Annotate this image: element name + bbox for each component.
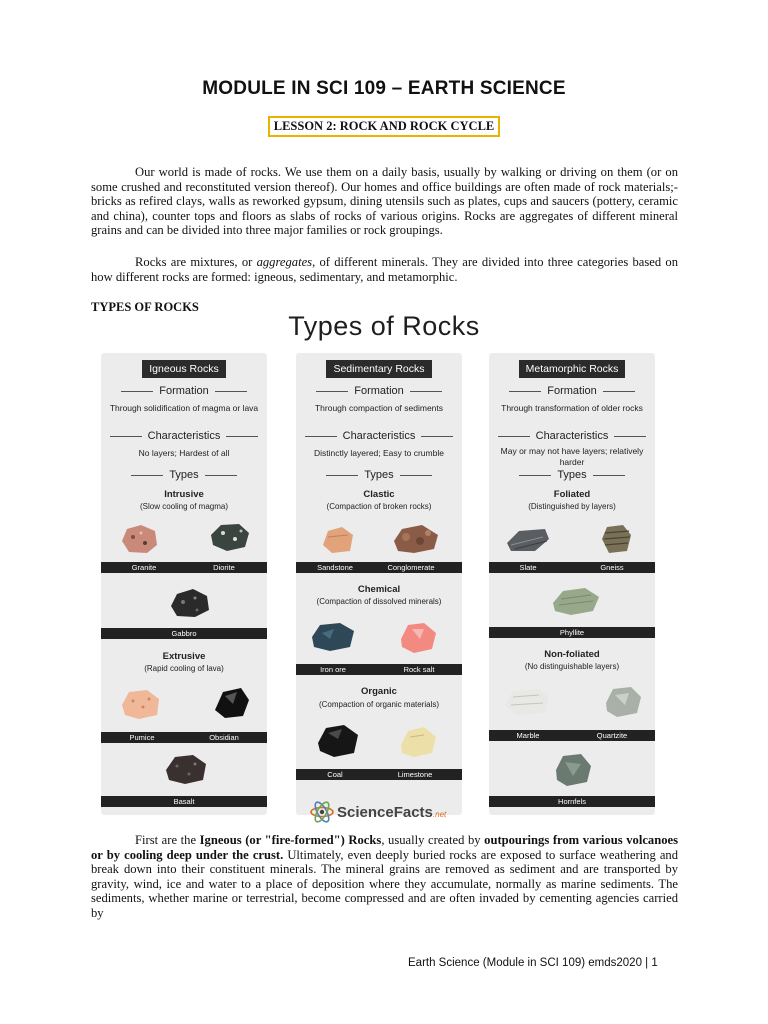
pumice-image — [119, 687, 161, 721]
iron-ore-image — [310, 621, 356, 653]
metamorphic-column — [489, 353, 655, 815]
basalt-image — [163, 752, 209, 786]
group-extrusive-desc: (Rapid cooling of lava) — [144, 664, 224, 673]
sciencefacts-logo — [307, 798, 467, 826]
atom-icon — [309, 799, 335, 825]
metamorphic-label-bar-2: Marble Quartzite — [489, 730, 655, 741]
hornfels-image — [553, 752, 593, 788]
metamorphic-header: Metamorphic Rocks — [519, 360, 626, 378]
sandstone-image — [320, 525, 356, 555]
group-clastic-desc: (Compaction of broken rocks) — [326, 502, 432, 511]
granite-image — [119, 523, 159, 555]
igneous-characteristics: No layers; Hardest of all — [138, 448, 230, 458]
hornfels-label: Hornfels — [489, 796, 655, 807]
conglomerate-image — [392, 523, 440, 555]
characteristics-heading: Characteristics — [101, 430, 267, 442]
gneiss-image — [599, 523, 633, 555]
phyllite-image — [551, 585, 601, 617]
group-organic-desc: (Compaction of organic materials) — [318, 700, 440, 709]
characteristics-heading: Characteristics — [489, 430, 655, 442]
basalt-label: Basalt — [101, 796, 267, 807]
group-foliated-desc: (Distinguished by layers) — [528, 502, 616, 511]
sedimentary-column — [296, 353, 462, 815]
diorite-image — [209, 521, 251, 553]
obsidian-image — [211, 686, 251, 720]
characteristics-heading: Characteristics — [296, 430, 462, 442]
marble-image — [503, 687, 551, 717]
group-foliated: Foliated — [553, 489, 591, 500]
igneous-label-bar-1: Granite Diorite — [101, 562, 267, 573]
gabbro-image — [167, 586, 211, 620]
quartzite-image — [603, 685, 643, 719]
group-non-foliated: Non-foliated — [544, 649, 600, 660]
formation-heading: Formation — [101, 385, 267, 397]
rock-salt-image — [398, 621, 438, 655]
igneous-column — [101, 353, 267, 815]
group-chemical-desc: (Compaction of dissolved minerals) — [316, 597, 442, 606]
sedimentary-characteristics: Distinctly layered; Easy to crumble — [314, 448, 444, 458]
types-heading: Types — [101, 469, 267, 481]
igneous-label-bar-2: Pumice Obsidian — [101, 732, 267, 743]
types-heading: Types — [296, 469, 462, 481]
metamorphic-characteristics: May or may not have layers; relatively harder — [500, 446, 644, 467]
page-footer: Earth Science (Module in SCI 109) emds2020 | 1 — [408, 957, 658, 969]
metamorphic-formation: Through transformation of older rocks — [501, 403, 643, 413]
limestone-image — [398, 725, 438, 759]
group-non-foliated-desc: (No distinguishable layers) — [524, 662, 620, 671]
infographic-title: Types of Rocks — [288, 311, 480, 341]
intro-paragraph-1: Our world is made of rocks. We use them on a daily basis, usually by walking or driving on them (or on some crushed and reconstituted version thereof). Our homes and office buildings are often made of rock materials;- bricks as refired clays, walls as reworked gypsum, dining utensils such as plates, cups and saucers (pottery, ceramic and china), counter tops and floors as slabs of rocks of various origins. Rocks are aggregates of different mineral grains and can be divided into three major families or rock groupings. — [91, 165, 678, 238]
igneous-formation: Through solidification of magma or lava — [109, 403, 259, 413]
sedimentary-label-bar-2: Iron ore Rock salt — [296, 664, 462, 675]
metamorphic-label-bar-1: Slate Gneiss — [489, 562, 655, 573]
phyllite-label: Phyllite — [489, 627, 655, 638]
lesson-title: LESSON 2: ROCK AND ROCK CYCLE — [268, 116, 501, 137]
module-title: MODULE IN SCI 109 – EARTH SCIENCE — [202, 78, 566, 99]
gabbro-label: Gabbro — [101, 628, 267, 639]
group-extrusive: Extrusive — [162, 651, 206, 662]
sedimentary-header: Sedimentary Rocks — [326, 360, 431, 378]
group-organic: Organic — [361, 686, 397, 697]
section-heading: TYPES OF ROCKS — [91, 300, 199, 314]
sedimentary-label-bar-3: Coal Limestone — [296, 769, 462, 780]
group-chemical: Chemical — [357, 584, 401, 595]
formation-heading: Formation — [489, 385, 655, 397]
group-clastic: Clastic — [363, 489, 395, 500]
igneous-header: Igneous Rocks — [142, 360, 225, 378]
types-heading: Types — [489, 469, 655, 481]
logo-suffix: .net — [432, 810, 447, 819]
formation-heading: Formation — [296, 385, 462, 397]
intro-paragraph-2: Rocks are mixtures, or aggregates, of different minerals. They are divided into three categories based on how different rocks are formed: igneous, sedimentary, and metamorphic. — [91, 255, 678, 284]
sedimentary-formation: Through compaction of sediments — [314, 403, 444, 413]
group-intrusive-desc: (Slow cooling of magma) — [139, 502, 229, 511]
group-intrusive: Intrusive — [164, 489, 204, 500]
slate-image — [505, 527, 551, 555]
sedimentary-label-bar-1: Sandstone Conglomerate — [296, 562, 462, 573]
coal-image — [316, 723, 360, 759]
logo-text: ScienceFacts — [337, 804, 433, 821]
body-paragraph: First are the Igneous (or "fire-formed") Rocks, usually created by outpourings from various volcanoes or by cooling deep under the crust. Ultimately, even deeply buried rocks are exposed to surface weathering and break down into their constituent minerals. The mineral grains are removed as sediment and are transported by gravity, wind, ice and water to a place of deposition where they accumulate, normally as marine sediments. The sediments, whether marine or terrestrial, become compressed and are often invaded by cementing agencies carried by — [91, 833, 678, 920]
